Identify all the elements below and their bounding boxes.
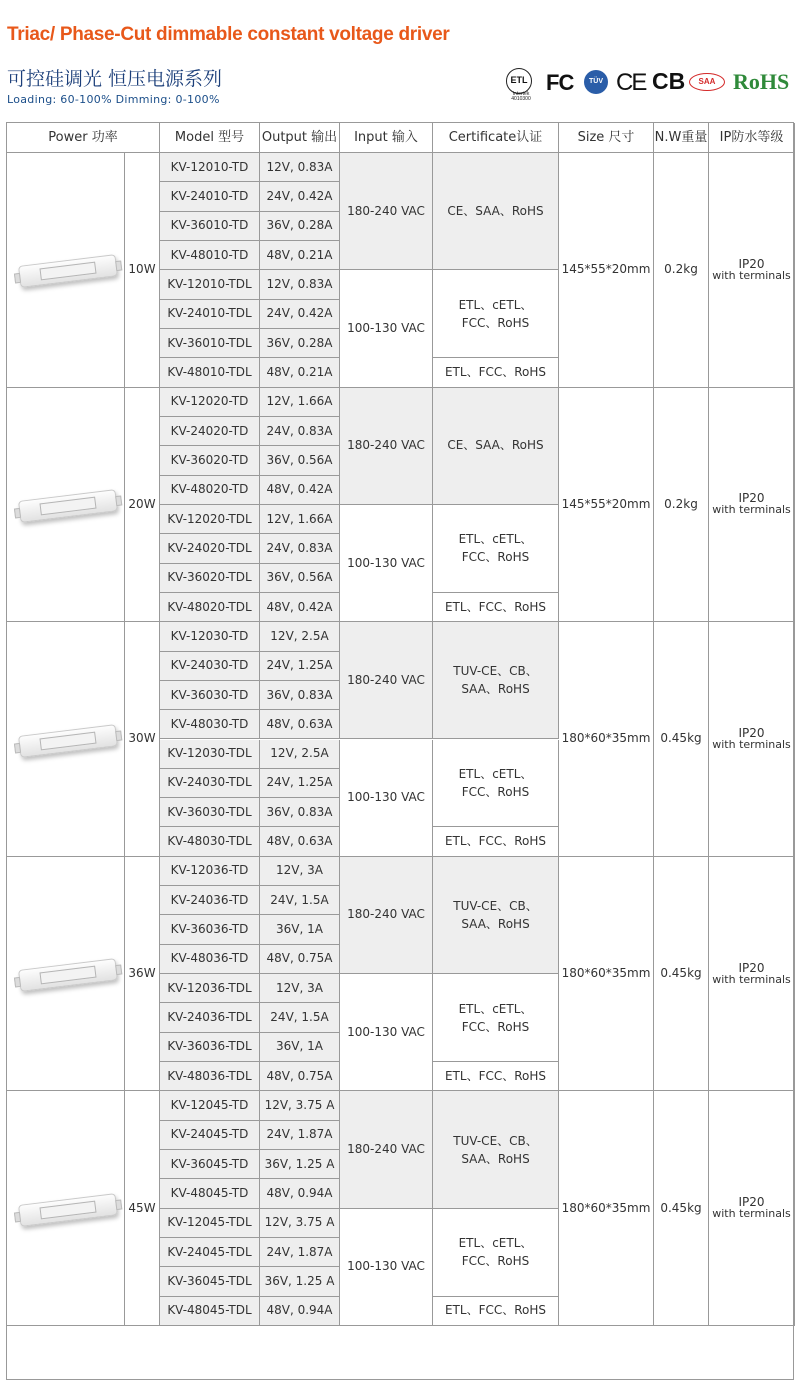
input-td: 180-240 VAC [340,857,433,974]
cert-td-line-1: TUV-CE、CB、 [453,1133,538,1148]
driver-terminal-left [14,273,21,284]
certification-logos [506,66,796,104]
driver-label [39,966,96,985]
output-value: 48V, 0.75A [260,945,340,974]
ip-rating [709,388,795,623]
model-value: KV-48010-TD [160,241,260,270]
cert-tdl-line-1: ETL、cETL、 [458,1236,533,1251]
header-ip: IP防水等级 [709,123,795,153]
model-value: KV-36036-TD [160,915,260,944]
cert-td-line-1: TUV-CE、CB、 [453,664,538,679]
saa-logo: SAA [689,73,725,91]
output-value: 12V, 2.5A [260,622,340,651]
header-power: Power 功率 [7,123,160,153]
output-value: 36V, 0.56A [260,446,340,475]
ip-rating-note: with terminals [712,737,791,751]
output-value: 24V, 1.87A [260,1121,340,1150]
input-tdl: 100-130 VAC [340,974,433,1091]
output-value: 24V, 0.42A [260,182,340,211]
ip-rating [709,153,795,388]
weight-value: 0.2kg [654,153,709,388]
driver-terminal-left [14,508,21,519]
output-value: 12V, 2.5A [260,740,340,769]
output-value: 48V, 0.94A [260,1179,340,1208]
output-value: 24V, 1.5A [260,886,340,915]
page-title: Triac/ Phase-Cut dimmable constant voltage driver [7,24,450,45]
cert-td-line-2: SAA、RoHS [461,916,530,931]
cert-tdl [433,740,559,828]
model-value: KV-12036-TD [160,857,260,886]
output-value: 12V, 3.75 A [260,1209,340,1238]
output-value: 12V, 0.83A [260,270,340,299]
model-value: KV-36020-TDL [160,564,260,593]
driver-terminal-left [14,1212,21,1223]
driver-product-image [15,1189,123,1229]
output-value: 12V, 3A [260,974,340,1003]
spec-table [6,122,794,1380]
input-td: 180-240 VAC [340,153,433,270]
model-value: KV-12045-TD [160,1091,260,1120]
header-model: Model 型号 [160,123,260,153]
cert-tdl [433,1209,559,1297]
model-value: KV-48020-TDL [160,593,260,622]
driver-terminal-left [14,977,21,988]
model-value: KV-24045-TD [160,1121,260,1150]
output-value: 36V, 1A [260,915,340,944]
input-tdl: 100-130 VAC [340,740,433,857]
output-value: 24V, 1.5A [260,1003,340,1032]
driver-terminal-right [115,1199,122,1210]
ip-rating-value: IP20 [738,960,765,975]
size-value: 145*55*20mm [559,388,654,623]
ip-rating-note: with terminals [712,1207,791,1221]
ip-rating-note: with terminals [712,268,791,282]
model-value: KV-48030-TDL [160,827,260,856]
model-value: KV-48020-TD [160,476,260,505]
size-value: 145*55*20mm [559,153,654,388]
driver-housing [18,254,118,288]
driver-terminal-right [115,495,122,506]
model-value: KV-48045-TDL [160,1297,260,1326]
driver-housing [18,958,118,992]
header-certificate: Certificate认证 [433,123,559,153]
weight-value: 0.45kg [654,622,709,857]
driver-label [39,1200,96,1219]
cert-tdl [433,270,559,358]
model-value: KV-12020-TD [160,388,260,417]
model-value: KV-48030-TD [160,710,260,739]
cert-tdl-line-2: FCC、RoHS [461,1019,530,1034]
output-value: 24V, 1.25A [260,652,340,681]
page-title-chinese: 可控硅调光 恒压电源系列 [7,68,223,90]
model-value: KV-48045-TD [160,1179,260,1208]
cert-td-line-2: SAA、RoHS [461,1151,530,1166]
cert-tdl-line-1: ETL、cETL、 [458,532,533,547]
power-value: 30W [125,622,160,857]
cert-tdl-line-2: FCC、RoHS [461,315,530,330]
cert-tdl-line-1: ETL、cETL、 [458,1001,533,1016]
model-value: KV-36010-TDL [160,329,260,358]
driver-product-image [15,954,123,994]
ip-rating [709,1091,795,1326]
cert-td: CE、SAA、RoHS [433,153,559,270]
driver-housing [18,489,118,523]
output-value: 12V, 1.66A [260,505,340,534]
ce-logo: CE [616,69,646,96]
cert-tdl-line-2: FCC、RoHS [461,1254,530,1269]
cert-tdl-last: ETL、FCC、RoHS [433,1297,559,1326]
cert-td-line-1: TUV-CE、CB、 [453,898,538,913]
model-value: KV-24036-TDL [160,1003,260,1032]
cert-tdl-last: ETL、FCC、RoHS [433,358,559,387]
output-value: 48V, 0.42A [260,476,340,505]
model-value: KV-36036-TDL [160,1033,260,1062]
output-value: 48V, 0.75A [260,1062,340,1091]
output-value: 24V, 1.25A [260,769,340,798]
ip-rating-note: with terminals [712,503,791,517]
ip-rating-value: IP20 [738,1195,765,1210]
cert-td [433,1091,559,1208]
output-value: 36V, 1.25 A [260,1150,340,1179]
weight-value: 0.2kg [654,388,709,623]
loading-dimming-subtitle: Loading: 60-100% Dimming: 0-100% [7,93,220,106]
cert-td [433,857,559,974]
header-input: Input 输入 [340,123,433,153]
model-value: KV-12030-TDL [160,740,260,769]
cert-tdl [433,505,559,593]
output-value: 48V, 0.21A [260,241,340,270]
driver-terminal-right [115,730,122,741]
rohs-logo: RoHS [733,69,790,94]
model-value: KV-24010-TDL [160,300,260,329]
output-value: 48V, 0.21A [260,358,340,387]
model-value: KV-36030-TD [160,681,260,710]
output-value: 36V, 0.83A [260,681,340,710]
driver-label [39,731,96,750]
size-value: 180*60*35mm [559,622,654,857]
cert-tdl-line-1: ETL、cETL、 [458,766,533,781]
cert-tdl-line-2: FCC、RoHS [461,784,530,799]
cert-tdl-line-2: FCC、RoHS [461,550,530,565]
model-value: KV-36045-TDL [160,1267,260,1296]
output-value: 48V, 0.63A [260,827,340,856]
cert-tdl-last: ETL、FCC、RoHS [433,593,559,622]
driver-product-image [15,720,123,760]
input-tdl: 100-130 VAC [340,505,433,622]
intertek-label: Intertek 4010300 [511,91,531,102]
weight-value: 0.45kg [654,857,709,1092]
model-value: KV-24010-TD [160,182,260,211]
cert-tdl-line-1: ETL、cETL、 [458,297,533,312]
output-value: 36V, 0.83A [260,798,340,827]
size-value: 180*60*35mm [559,1091,654,1326]
model-value: KV-12020-TDL [160,505,260,534]
model-value: KV-48036-TD [160,945,260,974]
cert-tdl-last: ETL、FCC、RoHS [433,827,559,856]
power-value: 20W [125,388,160,623]
output-value: 12V, 3.75 A [260,1091,340,1120]
power-value: 36W [125,857,160,1092]
weight-value: 0.45kg [654,1091,709,1326]
output-value: 36V, 0.28A [260,329,340,358]
output-value: 24V, 0.83A [260,417,340,446]
output-value: 48V, 0.94A [260,1297,340,1326]
output-value: 24V, 0.42A [260,300,340,329]
model-value: KV-12036-TDL [160,974,260,1003]
ip-rating [709,622,795,857]
driver-terminal-left [14,742,21,753]
model-value: KV-36010-TD [160,212,260,241]
model-value: KV-36045-TD [160,1150,260,1179]
model-value: KV-24020-TD [160,417,260,446]
ip-rating [709,857,795,1092]
output-value: 12V, 3A [260,857,340,886]
input-tdl: 100-130 VAC [340,270,433,387]
output-value: 12V, 0.83A [260,153,340,182]
driver-label [39,497,96,516]
ip-rating-note: with terminals [712,972,791,986]
driver-terminal-right [115,261,122,272]
ip-rating-value: IP20 [738,725,765,740]
model-value: KV-24030-TDL [160,769,260,798]
output-value: 48V, 0.63A [260,710,340,739]
driver-product-image [15,485,123,525]
header-size: Size 尺寸 [559,123,654,153]
cert-td-line-2: SAA、RoHS [461,682,530,697]
input-td: 180-240 VAC [340,622,433,739]
model-value: KV-36030-TDL [160,798,260,827]
model-value: KV-24045-TDL [160,1238,260,1267]
model-value: KV-12045-TDL [160,1209,260,1238]
tuv-logo: TÜV [584,70,608,94]
size-value: 180*60*35mm [559,857,654,1092]
model-value: KV-36020-TD [160,446,260,475]
model-value: KV-48036-TDL [160,1062,260,1091]
output-value: 36V, 0.28A [260,212,340,241]
input-tdl: 100-130 VAC [340,1209,433,1326]
output-value: 48V, 0.42A [260,593,340,622]
power-value: 10W [125,153,160,388]
model-value: KV-12010-TDL [160,270,260,299]
model-value: KV-24030-TD [160,652,260,681]
driver-housing [18,1193,118,1227]
etl-logo: ETL [506,68,532,94]
ip-rating-value: IP20 [738,256,765,271]
header-weight: N.W重量 [654,123,709,153]
driver-terminal-right [115,965,122,976]
input-td: 180-240 VAC [340,1091,433,1208]
driver-housing [18,724,118,758]
driver-product-image [15,250,123,290]
model-value: KV-48010-TDL [160,358,260,387]
cert-tdl [433,974,559,1062]
model-value: KV-12030-TD [160,622,260,651]
cert-tdl-last: ETL、FCC、RoHS [433,1062,559,1091]
ip-rating-value: IP20 [738,491,765,506]
output-value: 36V, 0.56A [260,564,340,593]
output-value: 36V, 1A [260,1033,340,1062]
fcc-logo: FC [546,70,574,95]
cb-logo: CB [652,68,686,94]
output-value: 24V, 0.83A [260,534,340,563]
power-value: 45W [125,1091,160,1326]
cert-td [433,622,559,739]
output-value: 24V, 1.87A [260,1238,340,1267]
header-output: Output 输出 [260,123,340,153]
model-value: KV-12010-TD [160,153,260,182]
driver-label [39,262,96,281]
model-value: KV-24036-TD [160,886,260,915]
model-value: KV-24020-TDL [160,534,260,563]
cert-td: CE、SAA、RoHS [433,388,559,505]
output-value: 36V, 1.25 A [260,1267,340,1296]
input-td: 180-240 VAC [340,388,433,505]
output-value: 12V, 1.66A [260,388,340,417]
